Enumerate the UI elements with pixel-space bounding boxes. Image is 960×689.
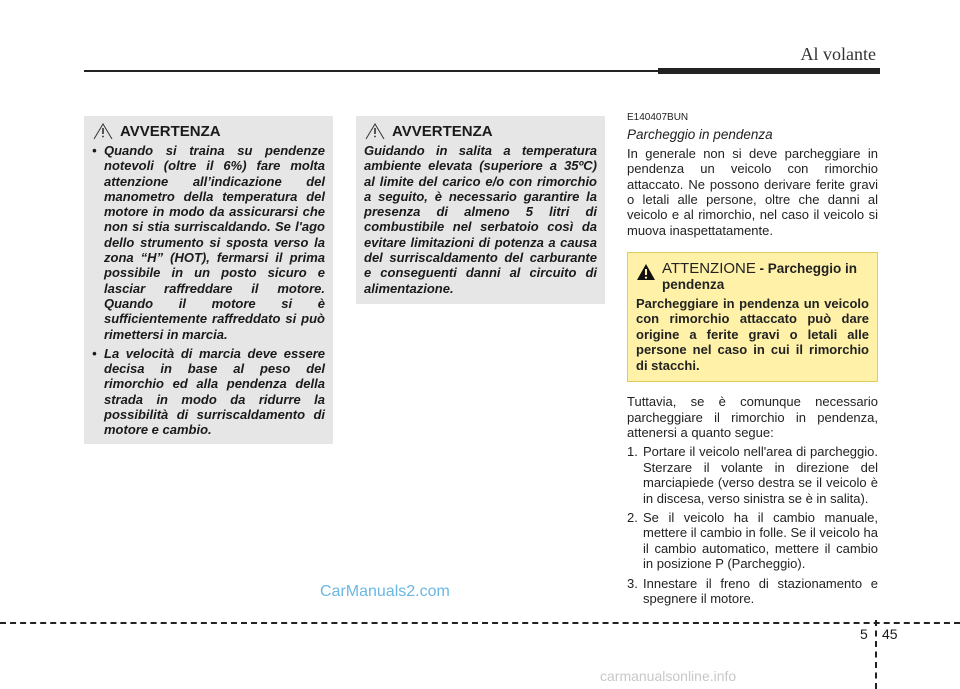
- warning-title: AVVERTENZA: [392, 122, 493, 140]
- list-item: • Quando si traina su pendenze notevoli (oltre il 6%) fare molta attenzione all’indicazione del manometro della temperatura del motore in modo da assicurarsi che non si stia surriscaldando. Se l'ago dello strumento si sposta verso la zona “H” (HOT), fermarsi il prima possibile in un posto sicuro e lasciar raffreddare il motore. Quando il motore si è sufficientemente raffreddato si può rimettersi in marcia.: [92, 143, 325, 342]
- warning-triangle-icon: [364, 122, 386, 140]
- footer-dashed-divider: [875, 620, 877, 689]
- warning-bullet-text: Quando si traina su pendenze notevoli (oltre il 6%) fare molta attenzione all’indicazione del manometro della temperatura del motore in modo da assicurarsi che non si stia surriscaldando. Se l'ago dello strumento si sposta verso la zona “H” (HOT), fermarsi il prima possibile in un posto sicuro e lasciar raffreddare il motore. Quando il motore si è sufficientemente raffreddato si può rimettersi in marcia.: [104, 143, 325, 342]
- warning-box-uphill: [356, 116, 605, 304]
- section-followup: Tuttavia, se è comunque necessario parcheggiare il rimorchio in pendenza, attenersi a quanto segue:: [627, 394, 878, 440]
- step-number: 1.: [627, 444, 638, 460]
- step-text: Portare il veicolo nell'area di parcheggio. Sterzare il volante in direzione del marciapiede (verso destra se il veicolo è in discesa, verso sinistra se è in salita).: [643, 444, 878, 506]
- page-number: 45: [882, 626, 898, 642]
- list-item: [627, 444, 878, 506]
- page-header-title: Al volante: [800, 44, 876, 64]
- step-text: Se il veicolo ha il cambio manuale, mettere il cambio in folle. Se il veicolo ha il cambio automatico, mettere il cambio in posizione P (Parcheggio).: [643, 509, 878, 572]
- section-title: Parcheggio in pendenza: [627, 127, 773, 143]
- list-item: [627, 510, 878, 572]
- list-item: [627, 576, 878, 607]
- warning-bullet-text: La velocità di marcia deve essere decisa in base al peso del rimorchio ed alla pendenza della strada in modo da ridurre la possibilità di surriscaldamento di motore e cambio.: [104, 345, 325, 438]
- attention-box: [627, 252, 878, 382]
- warning-title: AVVERTENZA: [120, 122, 221, 140]
- section-parking-slope: [627, 110, 878, 610]
- step-number: 2.: [627, 509, 638, 525]
- warning-box-towing: [84, 116, 333, 444]
- section-intro: In generale non si deve parcheggiare in pendenza un veicolo con rimorchio attaccato. Ne possono derivare ferite gravi o letali alle persone, oltre che danni al veicolo e al rimorchio, nel caso il veicolo si muova inaspettatamente.: [627, 145, 878, 238]
- step-text: Innestare il freno di stazionamento e spegnere il motore.: [643, 575, 878, 606]
- attention-title: ATTENZIONE: [662, 260, 756, 278]
- section-code: E140407BUN: [627, 112, 689, 123]
- step-number: 3.: [627, 575, 638, 591]
- footer-watermark: carmanualsonline.info: [600, 668, 737, 684]
- watermark-link[interactable]: CarManuals2.com: [320, 583, 450, 600]
- footer-dashed-rule: [0, 622, 960, 624]
- warning-triangle-icon: [92, 122, 114, 140]
- attention-subtitle: - Parcheggio in pendenza: [662, 261, 858, 292]
- warning-text: Guidando in salita a temperatura ambiente elevata (superiore a 35ºC) al limite del carico e/o con rimorchio a seguito, è necessario garantire la presenza di almeno 5 litri di combustibile nel serbatoio così da evitare limitazioni di potenza a causa del surriscaldamento del carburante e conseguenti danni al circuito di alimentazione.: [364, 143, 597, 296]
- attention-text: Parcheggiare in pendenza un veicolo con rimorchio attaccato può dare origine a ferite gravi o letali alle persone nel caso in cui il rimorchio di stacchi.: [636, 296, 869, 373]
- section-number: 5: [860, 626, 868, 642]
- caution-triangle-icon: [636, 263, 656, 281]
- header-rule-thick: [658, 68, 880, 74]
- steps-list: [627, 444, 878, 606]
- list-item: • La velocità di marcia deve essere decisa in base al peso del rimorchio ed alla pendenza della strada in modo da ridurre la possibilità di surriscaldamento di motore e cambio.: [92, 345, 325, 438]
